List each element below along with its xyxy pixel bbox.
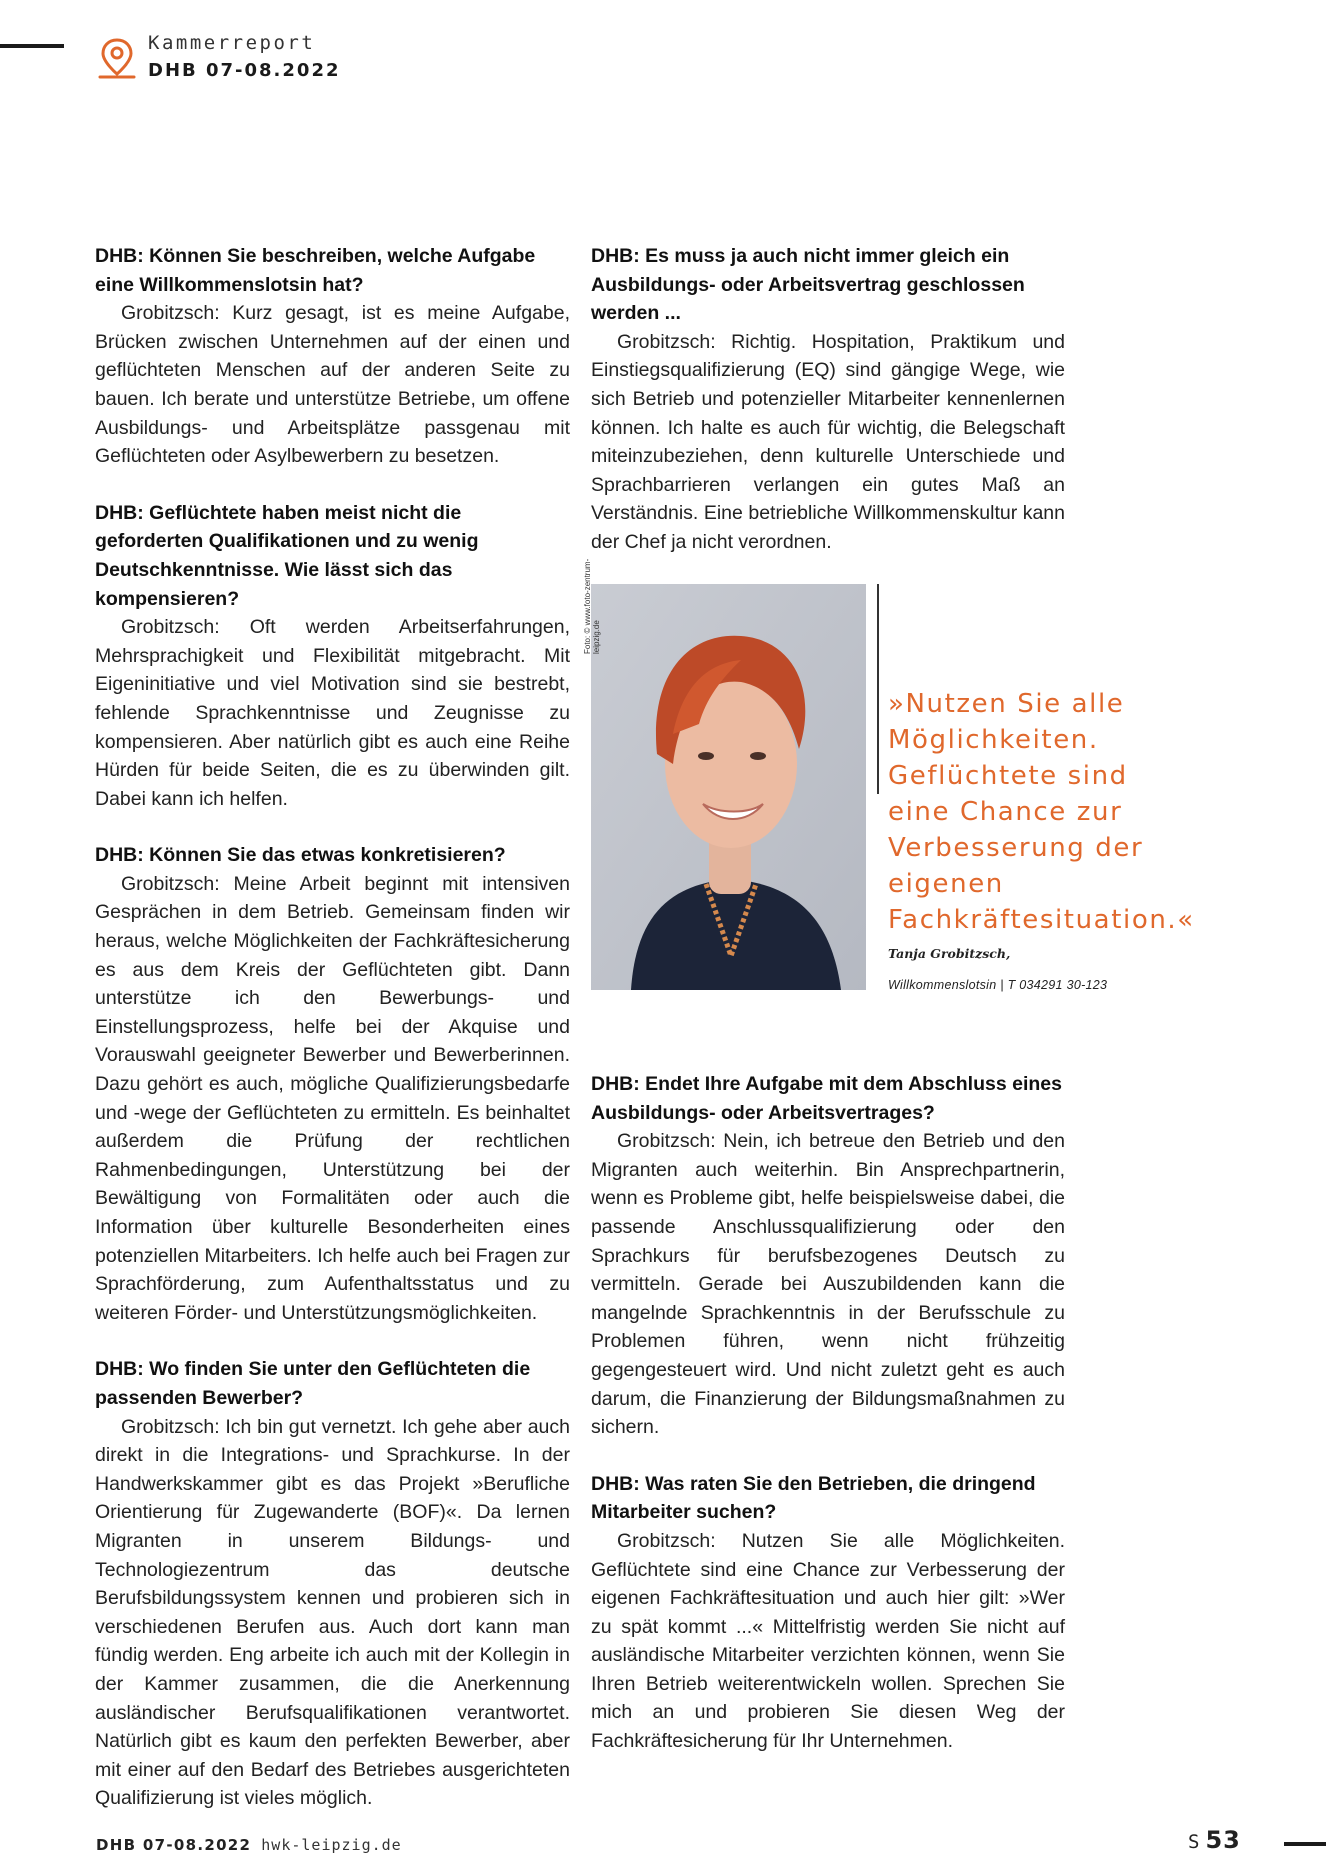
- footer-rule: [1284, 1842, 1326, 1846]
- answer: Grobitzsch: Nutzen Sie alle Möglichkeiten. Geflüchtete sind eine Chance zur Verbesserung der eigenen Fachkräftesituation und auch hier gilt: »Wer zu spät kommt ...« Mittelfristig werden Sie nicht auf ausländische Mitarbeiter verzichten können, wenn Sie Ihren Betrieb weiterentwickeln wollen. Sprechen Sie mich an und probieren Sie diesen Weg der Fachkräftesicherung für Ihr Unternehmen.: [591, 1529, 1065, 1753]
- page-number-value: 53: [1205, 1826, 1241, 1854]
- qa-block: [95, 499, 570, 814]
- question: DHB: Können Sie beschreiben, welche Aufgabe eine Willkommenslotsin hat?: [95, 245, 536, 296]
- answer: Grobitzsch: Kurz gesagt, ist es meine Aufgabe, Brücken zwischen Unternehmen auf der einen und geflüchteten Menschen auf der anderen Seite zu bauen. Ich berate und unterstütze Betriebe, um offene Ausbildungs- und Arbeitsplätze passgenau mit Geflüchteten oder Asylbewerbern zu besetzen.: [95, 302, 570, 468]
- answer: Grobitzsch: Ich bin gut vernetzt. Ich gehe aber auch direkt in die Integrations- und Sprachkurse. In der Handwerkskammer gibt es das Projekt »Berufliche Orientierung für Zugewanderte (BOF)«. Da lernen Migranten in unserem Bildungs- und Technologiezentrum das deutsche Berufsbildungssystem kennen und probieren sich in verschiedenen Berufen aus. Auch dort kann man fündig werden. Eng arbeite ich auch mit der Kollegin in der Kammer zusammen, die die Anerkennung ausländischer Berufsqualifikationen verantwortet. Natürlich gibt es kaum den perfekten Bewerber, aber mit einer auf den Bedarf des Betriebes ausgerichteten Qualifizierung ist vieles möglich.: [95, 1415, 570, 1810]
- quote-divider: [877, 584, 879, 794]
- footer-issue: DHB 07-08.2022: [96, 1836, 252, 1854]
- question: DHB: Endet Ihre Aufgabe mit dem Abschluss eines Ausbildungs- oder Arbeitsvertrages?: [591, 1073, 1062, 1124]
- section-title: Kammerreport: [148, 32, 316, 54]
- page-number: [1188, 1826, 1241, 1854]
- right-column-top: [591, 242, 1065, 585]
- question: DHB: Wo finden Sie unter den Geflüchteten die passenden Bewerber?: [95, 1358, 531, 1409]
- question: DHB: Geflüchtete haben meist nicht die geforderten Qualifikationen und zu wenig Deutschkenntnisse. Wie lässt sich das kompensieren?: [95, 501, 479, 610]
- footer-url[interactable]: hwk-leipzig.de: [261, 1836, 402, 1854]
- answer: Grobitzsch: Richtig. Hospitation, Praktikum und Einstiegsqualifizierung (EQ) sind gängige Wege, wie sich Betrieb und potenzieller Mitarbeiter kennenlernen können. Ich halte es auch für wichtig, die Belegschaft miteinzubeziehen, denn kulturelle Unterschiede und Sprachbarrieren verlangen ein gutes Maß an Verständnis. Eine betriebliche Willkommenskultur kann der Chef ja nicht verordnen.: [591, 330, 1065, 553]
- question: DHB: Was raten Sie den Betrieben, die dringend Mitarbeiter suchen?: [591, 1472, 1036, 1524]
- qa-block: [95, 841, 570, 1327]
- qa-block: [591, 1070, 1065, 1442]
- qa-block: [591, 1470, 1065, 1756]
- footer-left: [96, 1836, 402, 1854]
- page-label: S: [1188, 1831, 1200, 1853]
- pull-quote: »Nutzen Sie alle Möglichkeiten. Geflüchtete sind eine Chance zur Verbesserung der eigenen Fachkräftesituation.«: [888, 689, 1195, 935]
- issue-label: DHB 07-08.2022: [148, 60, 341, 81]
- qa-block: [95, 242, 570, 471]
- photo-credit: Foto: © www.foto-zentrum-leipzig.de: [583, 558, 601, 654]
- qa-block: [95, 1355, 570, 1813]
- portrait-photo: [583, 558, 866, 990]
- answer: Grobitzsch: Nein, ich betreue den Betrieb und den Migranten auch weiterhin. Bin Ansprechpartnerin, wenn es Probleme gibt, helfe beispielsweise dabei, die passende Anschlussqualifizierung oder den Sprachkurs für berufsbezogenes Deutsch zu vermitteln. Gerade bei Auszubildenden kann die mangelnde Sprachkenntnis in der Berufsschule zu Problemen führen, wenn nicht frühzeitig gegengesteuert wird. Und nicht zuletzt geht es auch darum, die Finanzierung der Bildungsmaßnahmen zu sichern.: [591, 1130, 1065, 1439]
- quote-author: Tanja Grobitzsch,: [888, 946, 1011, 961]
- right-column-bottom: [591, 1070, 1065, 1784]
- qa-block: [591, 242, 1065, 557]
- question: DHB: Können Sie das etwas konkretisieren?: [95, 844, 506, 867]
- answer: Grobitzsch: Oft werden Arbeitserfahrungen, Mehrsprachigkeit und Flexibilität mitgebracht. Mit Eigeninitiative und viel Motivation sind sie bestrebt, fehlende Sprachkenntnisse und Zeugnisse zu kompensieren. Aber natürlich gibt es auch eine Reihe Hürden für beide Seiten, die es zu überwinden gilt. Dabei kann ich helfen.: [95, 616, 570, 810]
- question: DHB: Es muss ja auch nicht immer gleich ein Ausbildungs- oder Arbeitsvertrag geschlossen werden ...: [591, 245, 1025, 325]
- left-column: [95, 242, 570, 1841]
- quote-author-role: Willkommenslotsin | T 034291 30-123: [888, 978, 1108, 992]
- answer: Grobitzsch: Meine Arbeit beginnt mit intensiven Gesprächen in dem Betrieb. Gemeinsam finden wir heraus, welche Möglichkeiten der Fachkräftesicherung es aus dem Kreis der Geflüchteten gibt. Dann unterstütze ich den Bewerbungs- und Einstellungsprozess, helfe bei der Akquise und Vorauswahl geeigneter Bewerber und Bewerberinnen. Dazu gehört es auch, mögliche Qualifizierungsbedarfe und -wege der Geflüchteten zu ermitteln. Es beinhaltet außerdem die Prüfung der rechtlichen Rahmenbedingungen, Unterstützung bei der Bewältigung von Formalitäten oder auch die Information über kulturelle Besonderheiten eines potenziellen Mitarbeiters. Ich helfe auch bei Fragen zur Sprachförderung, zum Aufenthaltsstatus und zu weiteren Förder- und Unterstützungsmöglichkeiten.: [95, 872, 570, 1324]
- location-pin-icon: [96, 36, 138, 82]
- header-rule: [0, 44, 64, 48]
